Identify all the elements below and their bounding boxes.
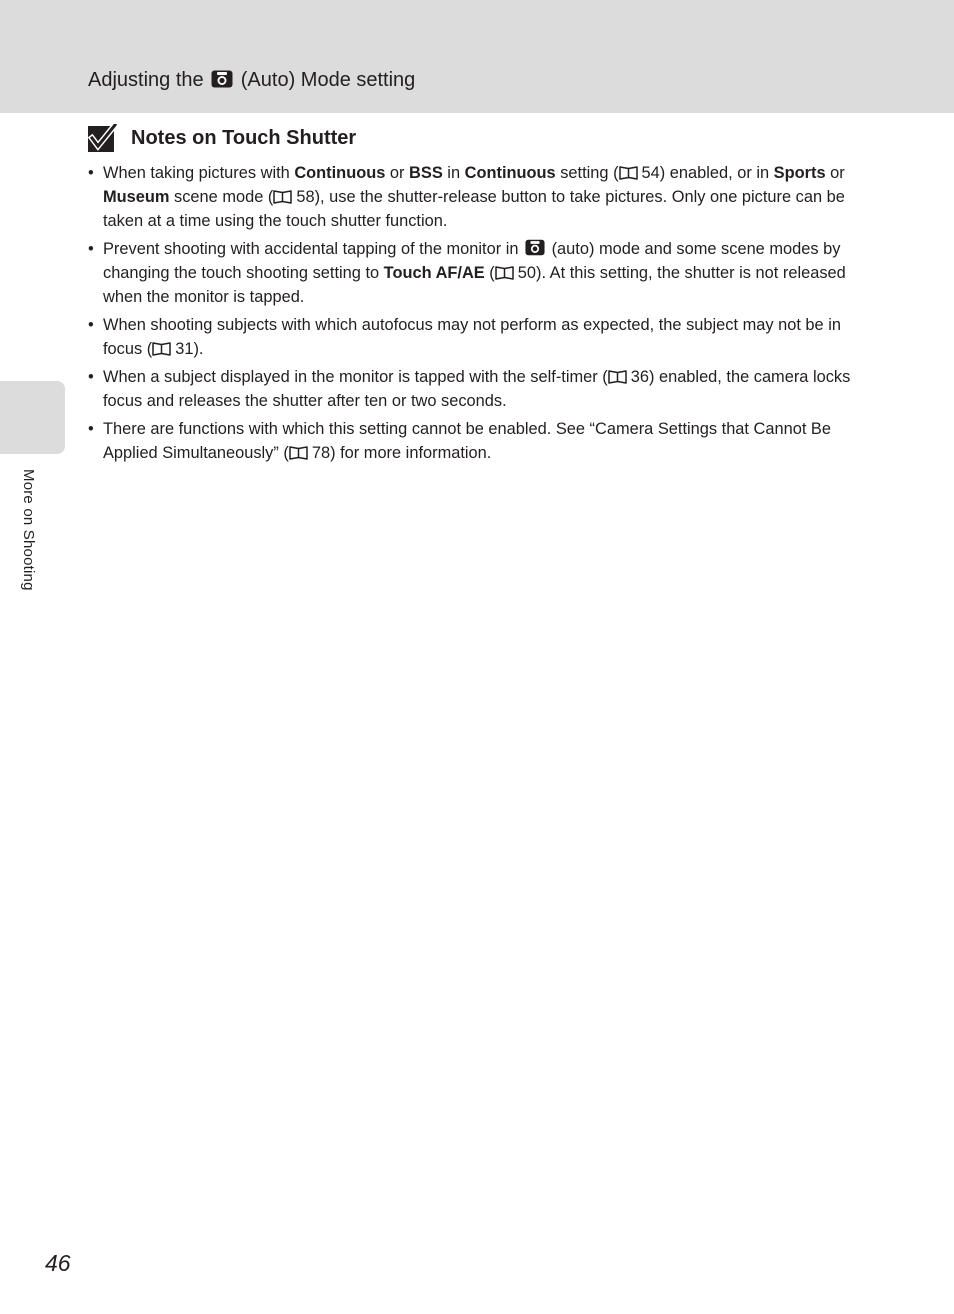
header-band [0, 0, 954, 113]
bullet-dot: • [88, 316, 94, 334]
header-title-prefix: Adjusting the [88, 69, 204, 91]
list-item: • When taking pictures with Continuous or BSS in Continuous setting ( 54) enabled, or in Sports or Museum scene mode ( 58), use the shutter-release button to take pictures. Only one picture can be taken at a time using the touch shutter function. [88, 161, 878, 233]
section-tab [0, 381, 65, 454]
page-reference[interactable]: 31 [175, 340, 194, 358]
book-reference-icon [608, 369, 627, 384]
list-item: • There are functions with which this setting cannot be enabled. See “Camera Settings that Cannot Be Applied Simultaneously” ( 78) for more information. [88, 417, 878, 465]
bullet-dot: • [88, 240, 94, 258]
list-item: • Prevent shooting with accidental tapping of the monitor in (auto) mode and some scene modes by changing the touch shooting setting to Touch AF/AE ( 50). At this setting, the shutter is not released when the monitor is tapped. [88, 237, 878, 309]
section-label: More on Shooting [20, 469, 37, 591]
camera-auto-icon [211, 70, 233, 88]
bullet-dot: • [88, 420, 94, 438]
page-number: 46 [45, 1250, 71, 1276]
book-reference-icon [152, 341, 171, 356]
book-reference-icon [619, 165, 638, 180]
bullet-dot: • [88, 368, 94, 386]
page-reference[interactable]: 78 [311, 444, 331, 462]
notes-list [88, 161, 878, 469]
checkmark-box-icon [88, 124, 118, 152]
page-reference[interactable]: 50 [517, 264, 536, 282]
book-reference-icon [273, 189, 292, 204]
list-item: • When shooting subjects with which autofocus may not perform as expected, the subject may not be in focus ( 31). [88, 313, 878, 361]
bullet-dot: • [88, 164, 94, 182]
header-title-suffix: (Auto) Mode setting [240, 69, 416, 91]
page-reference[interactable]: 54 [641, 164, 660, 182]
book-reference-icon [495, 265, 514, 280]
note-title: Notes on Touch Shutter [131, 126, 357, 149]
book-reference-icon [289, 445, 308, 460]
page-reference[interactable]: 58 [296, 188, 315, 206]
note-heading [88, 123, 356, 153]
camera-auto-icon [525, 239, 545, 256]
list-item: • When a subject displayed in the monitor is tapped with the self-timer ( 36) enabled, the camera locks focus and releases the shutter after ten or two seconds. [88, 365, 878, 413]
page-reference[interactable]: 36 [630, 368, 649, 386]
page-header-title [88, 66, 415, 94]
